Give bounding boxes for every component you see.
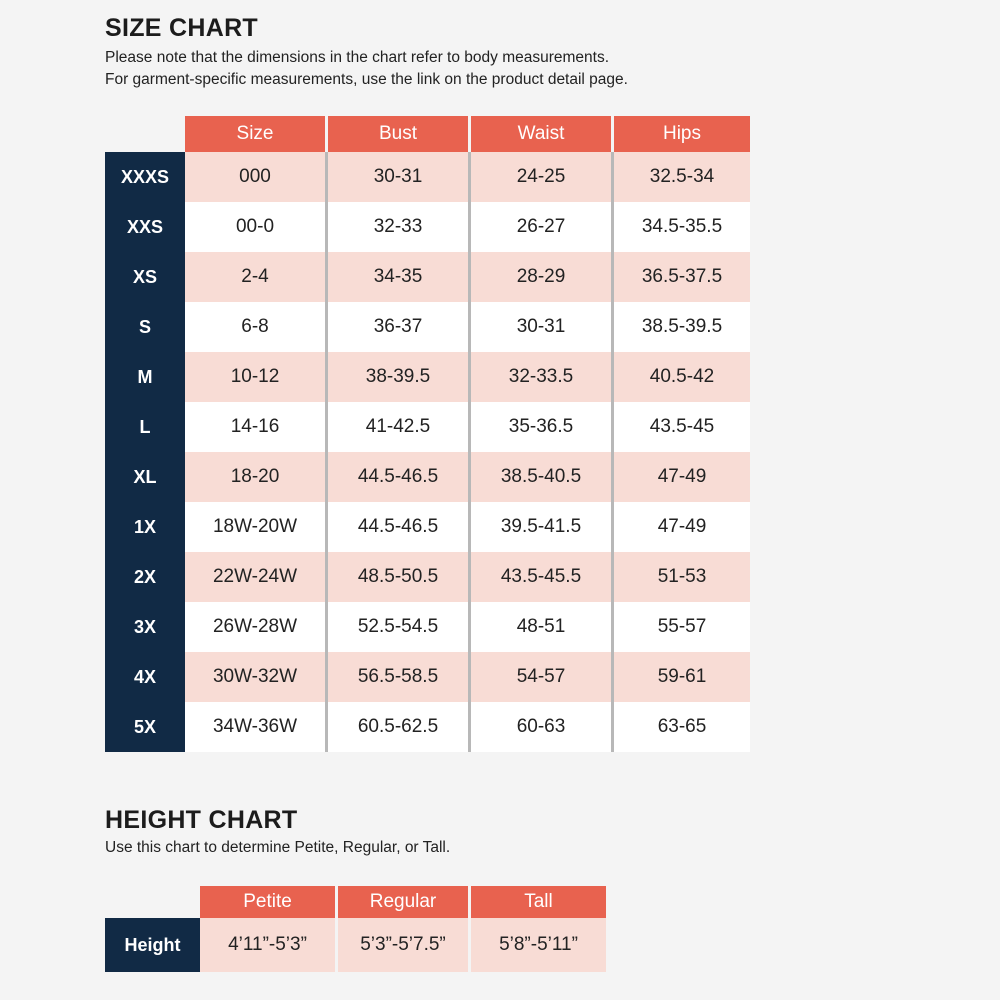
size-cell-waist: 38.5-40.5: [468, 452, 611, 502]
size-row-label: L: [105, 402, 185, 452]
header-bust: Bust: [325, 116, 468, 152]
size-chart-note-line1: Please note that the dimensions in the chart refer to body measurements.: [105, 49, 610, 66]
size-cell-size: 14-16: [185, 402, 325, 452]
size-cell-waist: 39.5-41.5: [468, 502, 611, 552]
size-row: [105, 702, 750, 752]
size-cell-waist: 28-29: [468, 252, 611, 302]
size-row: [105, 352, 750, 402]
size-cell-hips: 38.5-39.5: [611, 302, 750, 352]
size-cell-size: 6-8: [185, 302, 325, 352]
size-row-label: 5X: [105, 702, 185, 752]
size-cell-waist: 35-36.5: [468, 402, 611, 452]
height-chart-title: HEIGHT CHART: [105, 806, 298, 834]
size-cell-size: 26W-28W: [185, 602, 325, 652]
size-cell-bust: 34-35: [325, 252, 468, 302]
size-cell-bust: 56.5-58.5: [325, 652, 468, 702]
height-tall-value: 5’8”-5’11”: [468, 918, 606, 972]
height-regular-value: 5’3”-5’7.5”: [335, 918, 468, 972]
size-row: [105, 452, 750, 502]
size-cell-bust: 44.5-46.5: [325, 452, 468, 502]
size-row: [105, 202, 750, 252]
size-row-label: 1X: [105, 502, 185, 552]
size-table-body: [105, 152, 750, 752]
size-cell-hips: 43.5-45: [611, 402, 750, 452]
height-row: [105, 918, 606, 972]
size-cell-bust: 30-31: [325, 152, 468, 202]
size-cell-size: 18-20: [185, 452, 325, 502]
size-cell-waist: 43.5-45.5: [468, 552, 611, 602]
size-cell-waist: 48-51: [468, 602, 611, 652]
size-table-header-row: [105, 116, 750, 152]
size-row: [105, 152, 750, 202]
size-cell-hips: 59-61: [611, 652, 750, 702]
size-row-label: XL: [105, 452, 185, 502]
size-row-label: 2X: [105, 552, 185, 602]
size-cell-hips: 32.5-34: [611, 152, 750, 202]
header-size: Size: [185, 116, 325, 152]
height-table: [105, 886, 606, 972]
size-row: [105, 502, 750, 552]
size-chart-title: SIZE CHART: [105, 14, 258, 42]
height-petite-value: 4’11”-5’3”: [200, 918, 335, 972]
size-row: [105, 302, 750, 352]
size-row: [105, 602, 750, 652]
size-cell-hips: 40.5-42: [611, 352, 750, 402]
height-table-corner: [105, 886, 200, 918]
size-row-label: XXS: [105, 202, 185, 252]
size-cell-hips: 36.5-37.5: [611, 252, 750, 302]
size-cell-hips: 51-53: [611, 552, 750, 602]
size-cell-size: 2-4: [185, 252, 325, 302]
header-regular: Regular: [335, 886, 468, 918]
size-cell-size: 22W-24W: [185, 552, 325, 602]
size-cell-hips: 47-49: [611, 452, 750, 502]
height-row-label: Height: [105, 918, 200, 972]
size-row-label: XXXS: [105, 152, 185, 202]
size-cell-size: 00-0: [185, 202, 325, 252]
size-cell-hips: 47-49: [611, 502, 750, 552]
size-cell-waist: 32-33.5: [468, 352, 611, 402]
size-cell-bust: 32-33: [325, 202, 468, 252]
header-hips: Hips: [611, 116, 750, 152]
size-cell-hips: 55-57: [611, 602, 750, 652]
size-table-corner: [105, 116, 185, 152]
size-cell-size: 10-12: [185, 352, 325, 402]
size-row-label: M: [105, 352, 185, 402]
size-row: [105, 552, 750, 602]
header-petite: Petite: [200, 886, 335, 918]
size-row-label: 3X: [105, 602, 185, 652]
size-row: [105, 652, 750, 702]
size-cell-bust: 60.5-62.5: [325, 702, 468, 752]
size-cell-bust: 48.5-50.5: [325, 552, 468, 602]
size-cell-size: 30W-32W: [185, 652, 325, 702]
size-cell-bust: 38-39.5: [325, 352, 468, 402]
header-tall: Tall: [468, 886, 606, 918]
size-row: [105, 402, 750, 452]
size-cell-bust: 36-37: [325, 302, 468, 352]
size-cell-bust: 52.5-54.5: [325, 602, 468, 652]
height-chart-note: Use this chart to determine Petite, Regular, or Tall.: [105, 839, 451, 856]
size-cell-hips: 34.5-35.5: [611, 202, 750, 252]
size-cell-bust: 41-42.5: [325, 402, 468, 452]
size-table: [105, 116, 750, 752]
size-row-label: S: [105, 302, 185, 352]
size-cell-waist: 54-57: [468, 652, 611, 702]
size-row: [105, 252, 750, 302]
size-cell-size: 000: [185, 152, 325, 202]
size-chart-note-line2: For garment-specific measurements, use the link on the product detail page.: [105, 71, 628, 88]
size-cell-size: 18W-20W: [185, 502, 325, 552]
size-row-label: XS: [105, 252, 185, 302]
size-cell-waist: 30-31: [468, 302, 611, 352]
size-cell-hips: 63-65: [611, 702, 750, 752]
size-cell-waist: 60-63: [468, 702, 611, 752]
size-row-label: 4X: [105, 652, 185, 702]
size-cell-waist: 26-27: [468, 202, 611, 252]
size-cell-size: 34W-36W: [185, 702, 325, 752]
height-table-header-row: [105, 886, 606, 918]
size-cell-bust: 44.5-46.5: [325, 502, 468, 552]
header-waist: Waist: [468, 116, 611, 152]
size-cell-waist: 24-25: [468, 152, 611, 202]
